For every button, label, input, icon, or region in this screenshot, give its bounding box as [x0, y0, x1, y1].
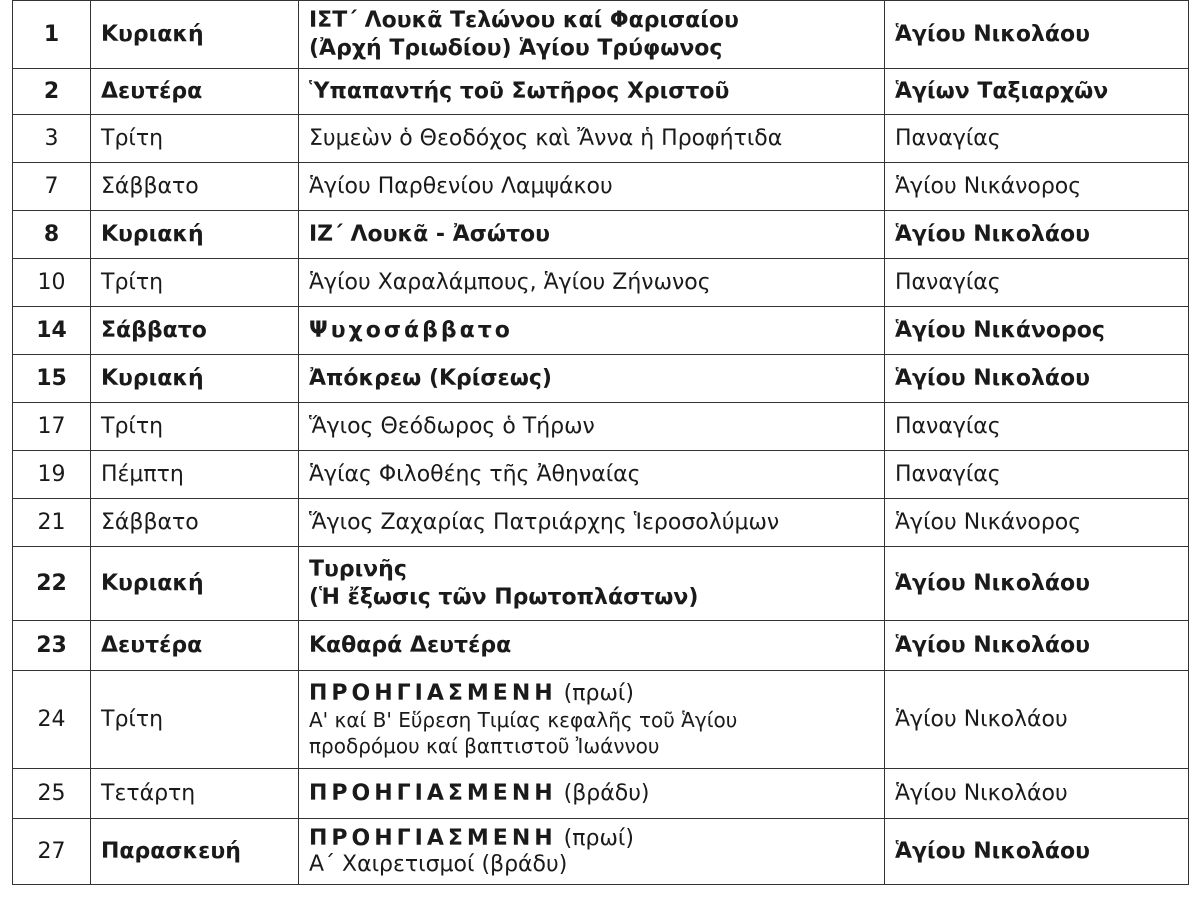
weekday-cell: Τρίτη: [91, 115, 299, 163]
day-number-cell: 10: [13, 259, 91, 307]
weekday-cell: Τρίτη: [91, 671, 299, 769]
day-number-cell: 22: [13, 547, 91, 621]
weekday-cell: Σάββατο: [91, 163, 299, 211]
presanctified-label: ΠΡΟΗΓΙΑΣΜΕΝΗ: [309, 780, 557, 806]
church-cell: Ἁγίου Νικάνορος: [885, 499, 1189, 547]
day-number-cell: 1: [13, 1, 91, 69]
feast-cell: [299, 499, 885, 547]
presanctified-label: ΠΡΟΗΓΙΑΣΜΕΝΗ: [309, 680, 557, 706]
feast-cell: [299, 769, 885, 819]
day-number-cell: 7: [13, 163, 91, 211]
weekday-cell: Σάββατο: [91, 499, 299, 547]
church-cell: Παναγίας: [885, 115, 1189, 163]
weekday-cell: Τετάρτη: [91, 769, 299, 819]
table-row: [13, 307, 1189, 355]
church-cell: Ἁγίου Νικολάου: [885, 819, 1189, 885]
feast-line: Ψυχοσάββατο: [309, 317, 513, 343]
church-cell: Παναγίας: [885, 451, 1189, 499]
weekday-cell: Πέμπτη: [91, 451, 299, 499]
church-cell: Ἁγίου Νικολάου: [885, 621, 1189, 671]
feast-line: Α' καί Β' Εὕρεση Τιμίας κεφαλῆς τοῦ Ἁγίου: [309, 707, 738, 732]
presanctified-line: [309, 681, 874, 707]
table-row: [13, 1, 1189, 69]
feast-line: Καθαρά Δευτέρα: [309, 632, 512, 658]
feast-cell: [299, 621, 885, 671]
church-cell: Ἁγίου Νικάνορος: [885, 307, 1189, 355]
schedule-body: [13, 1, 1189, 885]
table-row: [13, 259, 1189, 307]
table-row: [13, 769, 1189, 819]
table-row: [13, 211, 1189, 259]
presanctified-line: [309, 781, 874, 807]
time-note: (βράδυ): [563, 780, 650, 806]
weekday-cell: Κυριακή: [91, 1, 299, 69]
church-cell: Παναγίας: [885, 259, 1189, 307]
presanctified-line: [309, 826, 874, 852]
weekday-cell: Σάββατο: [91, 307, 299, 355]
weekday-cell: Κυριακή: [91, 547, 299, 621]
feast-line: Ἅγιος Ζαχαρίας Πατριάρχης Ἱεροσολύμων: [309, 509, 780, 535]
table-row: [13, 499, 1189, 547]
church-cell: Παναγίας: [885, 403, 1189, 451]
feast-cell: [299, 211, 885, 259]
feast-line: Ἁγίου Χαραλάμπους, Ἁγίου Ζήνωνος: [309, 269, 711, 295]
table-row: [13, 115, 1189, 163]
weekday-cell: Κυριακή: [91, 211, 299, 259]
presanctified-label: ΠΡΟΗΓΙΑΣΜΕΝΗ: [309, 825, 557, 851]
time-note: (πρωί): [563, 825, 634, 851]
feast-line: Ἀπόκρεω (Κρίσεως): [309, 365, 552, 391]
feast-cell: [299, 355, 885, 403]
table-row: [13, 819, 1189, 885]
feast-cell: [299, 69, 885, 115]
day-number-cell: 3: [13, 115, 91, 163]
weekday-cell: Τρίτη: [91, 259, 299, 307]
day-number-cell: 25: [13, 769, 91, 819]
feast-line: (Ἡ ἔξωσις τῶν Πρωτοπλάστων): [309, 584, 699, 610]
feast-cell: [299, 163, 885, 211]
table-row: [13, 621, 1189, 671]
day-number-cell: 27: [13, 819, 91, 885]
church-cell: Ἁγίου Νικολάου: [885, 1, 1189, 69]
feast-line: Ἁγίου Παρθενίου Λαμψάκου: [309, 173, 613, 199]
weekday-cell: Τρίτη: [91, 403, 299, 451]
table-row: [13, 671, 1189, 769]
church-cell: Ἁγίου Νικολάου: [885, 355, 1189, 403]
feast-cell: [299, 115, 885, 163]
feast-line: Τυρινῆς: [309, 556, 407, 582]
table-row: [13, 163, 1189, 211]
feast-cell: [299, 307, 885, 355]
day-number-cell: 23: [13, 621, 91, 671]
feast-line: ΙΖ΄ Λουκᾶ - Ἀσώτου: [309, 221, 550, 247]
feast-cell: [299, 547, 885, 621]
day-number-cell: 17: [13, 403, 91, 451]
day-number-cell: 15: [13, 355, 91, 403]
table-row: [13, 355, 1189, 403]
feast-cell: [299, 403, 885, 451]
church-cell: Ἁγίων Ταξιαρχῶν: [885, 69, 1189, 115]
feast-line: Ἅγιος Θεόδωρος ὁ Τήρων: [309, 413, 595, 439]
feast-line: ΙΣΤ΄ Λουκᾶ Τελώνου καί Φαρισαίου: [309, 7, 739, 33]
table-row: [13, 451, 1189, 499]
table-row: [13, 403, 1189, 451]
day-number-cell: 19: [13, 451, 91, 499]
day-number-cell: 2: [13, 69, 91, 115]
day-number-cell: 24: [13, 671, 91, 769]
church-cell: Ἁγίου Νικάνορος: [885, 163, 1189, 211]
feast-line: Ὑπαπαντής τοῦ Σωτῆρος Χριστοῦ: [309, 78, 730, 104]
table-row: [13, 69, 1189, 115]
time-note: (πρωί): [563, 680, 634, 706]
church-cell: Ἁγίου Νικολάου: [885, 769, 1189, 819]
services-schedule-table: [12, 0, 1189, 885]
church-cell: Ἁγίου Νικολάου: [885, 211, 1189, 259]
day-number-cell: 8: [13, 211, 91, 259]
weekday-cell: Κυριακή: [91, 355, 299, 403]
feast-cell: [299, 671, 885, 769]
feast-line: Συμεὼν ὁ Θεοδόχος καὶ Ἄννα ἡ Προφήτιδα: [309, 125, 783, 151]
feast-cell: [299, 451, 885, 499]
feast-title: Α΄ Χαιρετισμοί: [309, 851, 475, 877]
feast-line: προδρόμου καί βαπτιστοῦ Ἰωάννου: [309, 733, 660, 758]
feast-cell: [299, 259, 885, 307]
weekday-cell: Δευτέρα: [91, 69, 299, 115]
church-cell: Ἁγίου Νικολάου: [885, 547, 1189, 621]
feast-line: Ἁγίας Φιλοθέης τῆς Ἀθηναίας: [309, 461, 641, 487]
weekday-cell: Παρασκευή: [91, 819, 299, 885]
table-row: [13, 547, 1189, 621]
feast-cell: [299, 819, 885, 885]
feast-line: [309, 852, 874, 878]
time-note: (βράδυ): [481, 851, 568, 877]
day-number-cell: 14: [13, 307, 91, 355]
day-number-cell: 21: [13, 499, 91, 547]
church-cell: Ἁγίου Νικολάου: [885, 671, 1189, 769]
feast-line: (Ἀρχή Τριωδίου) Ἁγίου Τρύφωνος: [309, 35, 723, 61]
weekday-cell: Δευτέρα: [91, 621, 299, 671]
feast-cell: [299, 1, 885, 69]
